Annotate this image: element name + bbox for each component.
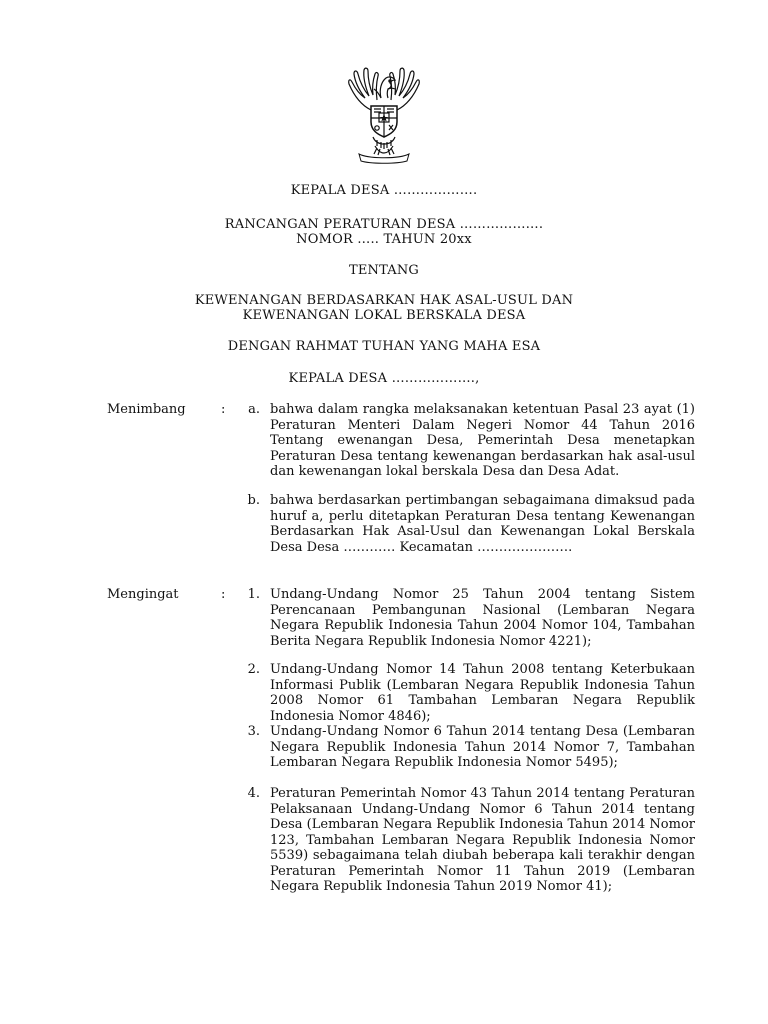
- menimbang-marker-b: b.: [247, 493, 260, 508]
- kepala-desa-signatory: KEPALA DESA ……………….,: [288, 371, 480, 386]
- mengingat-marker-2: 2.: [247, 662, 260, 677]
- menimbang-marker-a: a.: [248, 402, 260, 417]
- mengingat-marker-3: 3.: [247, 724, 260, 739]
- garuda-emblem-icon: [341, 58, 427, 164]
- kepala-desa-title: KEPALA DESA ……………….: [290, 183, 478, 198]
- mengingat-item-4: Peraturan Pemerintah Nomor 43 Tahun 2014 tentang Peraturan Pelaksanaan Undang-Undang Nomor 6 Tahun 2014 tentang Desa (Lembaran Negara Republik Indonesia Tahun 2014 Nomor 123, Tambahan Lembaran Negara Republik Indonesia Nomor 5539) sebagaimana telah diubah beberapa kali terakhir dengan Peraturan Pemerintah Nomor 11 Tahun 2019 (Lembaran Negara Republik Indonesia Tahun 2019 Nomor 41);: [270, 786, 695, 894]
- mengingat-marker-4: 4.: [247, 786, 260, 801]
- rancangan-title: RANCANGAN PERATURAN DESA ……………….: [224, 217, 544, 232]
- mengingat-item-1: Undang-Undang Nomor 25 Tahun 2004 tentang Sistem Perencanaan Pembangunan Nasional (Lembaran Negara Negara Republik Indonesia Tahun 2004 Nomor 104, Tambahan Berita Negara Republik Indonesia Nomor 4221);: [270, 587, 695, 649]
- subject-line-2: KEWENANGAN LOKAL BERSKALA DESA: [242, 308, 526, 323]
- mengingat-marker-1: 1.: [247, 587, 260, 602]
- menimbang-item-b: bahwa berdasarkan pertimbangan sebagaimana dimaksud pada huruf a, perlu ditetapkan Peraturan Desa tentang Kewenangan Berdasarkan Hak Asal-Usul dan Kewenangan Lokal Berskala Desa Desa ………… Kecamatan ………………….: [270, 493, 695, 555]
- menimbang-colon: :: [221, 402, 226, 417]
- menimbang-label: Menimbang: [107, 402, 186, 417]
- mengingat-colon: :: [221, 587, 226, 602]
- mengingat-label: Mengingat: [107, 587, 179, 602]
- mengingat-item-3: Undang-Undang Nomor 6 Tahun 2014 tentang Desa (Lembaran Negara Republik Indonesia Tahun 2014 Nomor 7, Tambahan Lembaran Negara Republik Indonesia Nomor 5495);: [270, 724, 695, 770]
- subject-line-1: KEWENANGAN BERDASARKAN HAK ASAL-USUL DAN: [194, 293, 574, 308]
- mengingat-item-2: Undang-Undang Nomor 14 Tahun 2008 tentang Keterbukaan Informasi Publik (Lembaran Negara Republik Indonesia Tahun 2008 Nomor 61 Tambahan Lembaran Negara Republik Indonesia Nomor 4846);: [270, 662, 695, 724]
- tentang-heading: TENTANG: [348, 263, 420, 278]
- menimbang-item-a: bahwa dalam rangka melaksanakan ketentuan Pasal 23 ayat (1) Peraturan Menteri Dalam Negeri Nomor 44 Tahun 2016 Tentang ewenangan Desa, Pemerintah Desa menetapkan Peraturan Desa tentang kewenangan berdasarkan hak asal-usul dan kewenangan lokal berskala Desa dan Desa Adat.: [270, 402, 695, 479]
- nomor-tahun: NOMOR ….. TAHUN 20xx: [296, 232, 472, 247]
- blessing-line: DENGAN RAHMAT TUHAN YANG MAHA ESA: [227, 339, 541, 354]
